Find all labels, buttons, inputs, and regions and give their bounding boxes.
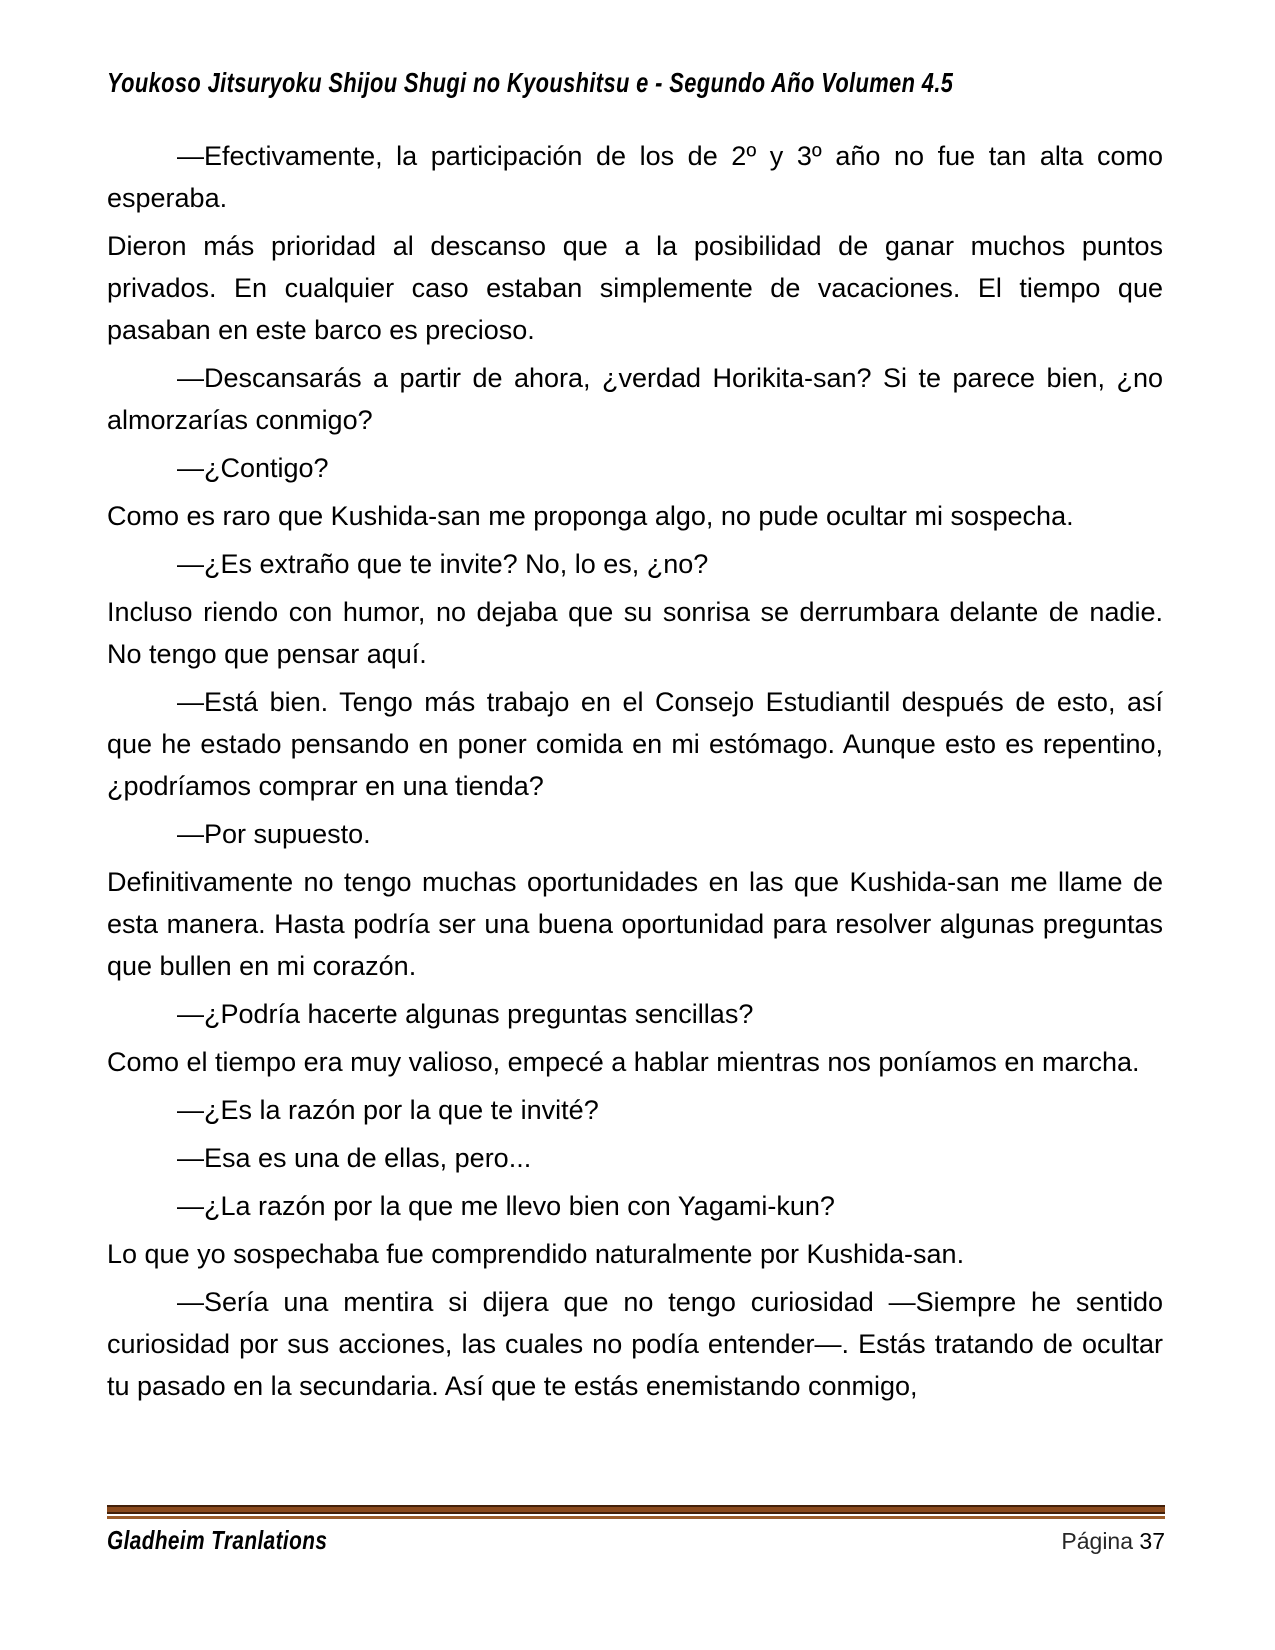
paragraph: —¿La razón por la que me llevo bien con Yagami-kun?	[177, 1191, 835, 1221]
paragraph: Lo que yo sospechaba fue comprendido naturalmente por Kushida-san.	[107, 1239, 965, 1269]
paragraph: —¿Podría hacerte algunas preguntas sencillas?	[177, 999, 754, 1029]
page-number-label: Página	[1061, 1528, 1134, 1554]
page-footer	[107, 1524, 1165, 1557]
page-title: Youkoso Jitsuryoku Shijou Shugi no Kyoushitsu e - Segundo Año Volumen 4.5	[107, 67, 954, 98]
paragraph: —¿Es extraño que te invite? No, lo es, ¿no?	[177, 549, 709, 579]
translator-credit: Gladheim Tranlations	[107, 1525, 328, 1555]
footer-divider-thick-line	[107, 1505, 1165, 1514]
paragraph: —Por supuesto.	[177, 819, 371, 849]
body-text	[107, 135, 1163, 1413]
page-number: 37	[1139, 1528, 1165, 1554]
footer-divider-thin-line	[107, 1516, 1165, 1519]
paragraph: Como es raro que Kushida-san me proponga algo, no pude ocultar mi sospecha.	[107, 501, 1074, 531]
paragraph: Dieron más prioridad al descanso que a la posibilidad de ganar muchos puntos privados. En cualquier caso estaban simplemente de vacaciones. El tiempo que pasaban en este barco es precioso.	[107, 231, 1163, 345]
paragraph: —Descansarás a partir de ahora, ¿verdad Horikita-san? Si te parece bien, ¿no almorzarías conmigo?	[107, 363, 1163, 435]
page-header	[107, 66, 1192, 100]
paragraph: —¿Contigo?	[177, 453, 329, 483]
paragraph: Como el tiempo era muy valioso, empecé a hablar mientras nos poníamos en marcha.	[107, 1047, 1140, 1077]
footer-divider	[107, 1505, 1165, 1519]
page-number-area	[1061, 1525, 1165, 1557]
paragraph: —Efectivamente, la participación de los de 2º y 3º año no fue tan alta como esperaba.	[107, 141, 1163, 213]
paragraph: Definitivamente no tengo muchas oportunidades en las que Kushida-san me llame de esta manera. Hasta podría ser una buena oportunidad para resolver algunas preguntas que bullen en mi corazón.	[107, 867, 1163, 981]
paragraph: —Está bien. Tengo más trabajo en el Consejo Estudiantil después de esto, así que he estado pensando en poner comida en mi estómago. Aunque esto es repentino, ¿podríamos comprar en una tienda?	[107, 687, 1163, 801]
paragraph: —¿Es la razón por la que te invité?	[177, 1095, 599, 1125]
paragraph: —Esa es una de ellas, pero...	[177, 1143, 532, 1173]
paragraph: —Sería una mentira si dijera que no tengo curiosidad —Siempre he sentido curiosidad por sus acciones, las cuales no podía entender—. Estás tratando de ocultar tu pasado en la secundaria. Así que te estás enemistando conmigo,	[107, 1287, 1163, 1401]
paragraph: Incluso riendo con humor, no dejaba que su sonrisa se derrumbara delante de nadie. No tengo que pensar aquí.	[107, 597, 1163, 669]
